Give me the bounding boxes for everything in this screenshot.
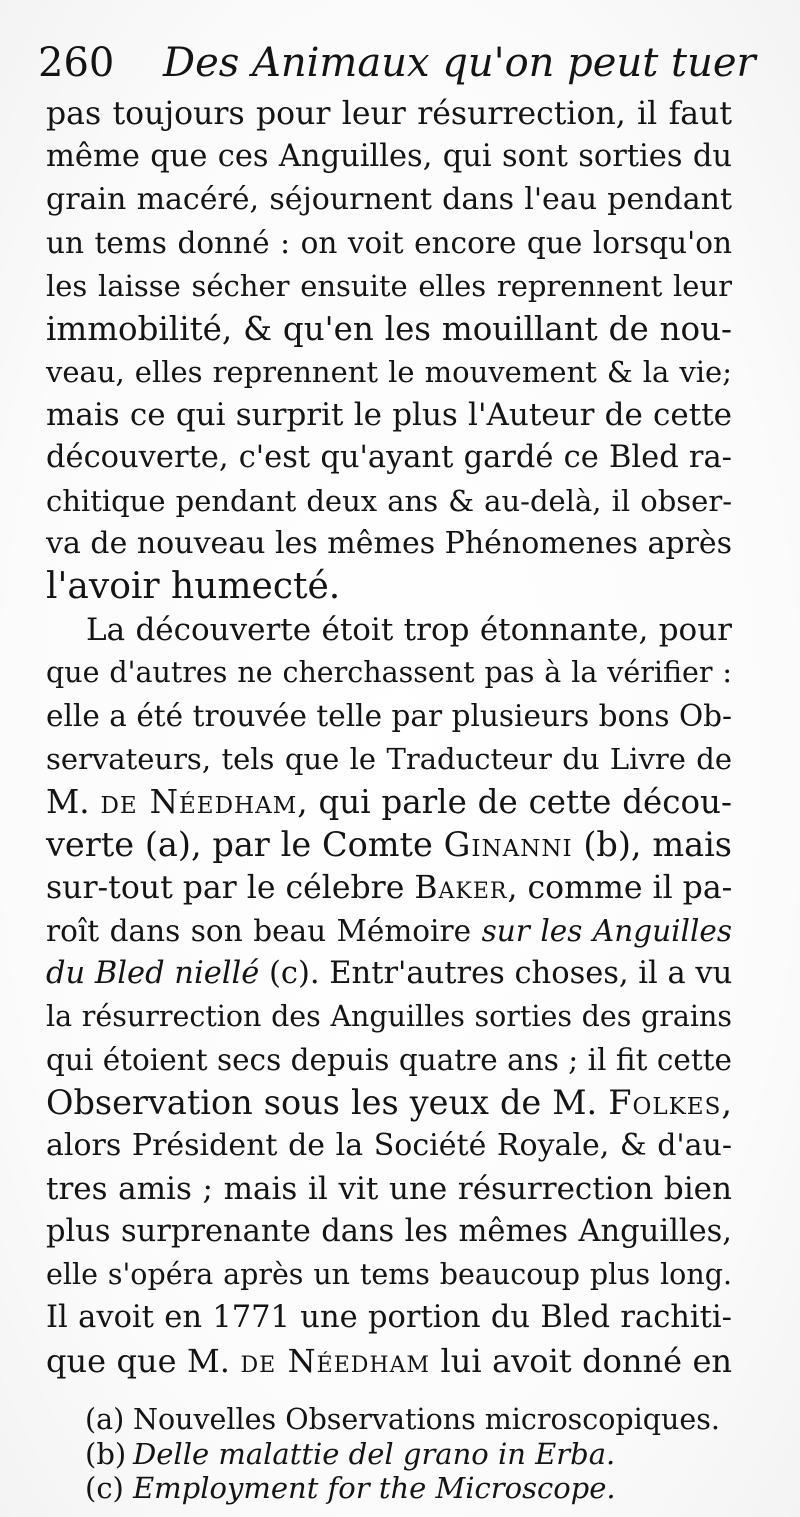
- footnote-mark: (a): [85, 1403, 125, 1436]
- body-line: servateurs, tels que le Traducteur du Livre de: [46, 742, 732, 776]
- body-line: [46, 780, 732, 824]
- body-line: immobilité, & qu'en les mouillant de nou-: [46, 310, 732, 348]
- text-run: M.: [46, 783, 90, 821]
- body-line: [46, 1081, 732, 1125]
- italic-title: du Bled niellé: [46, 956, 260, 991]
- italic-title: sur les Anguilles: [481, 914, 732, 948]
- body-line: chitique pendant deux ans & au-delà, il obser-: [46, 484, 732, 518]
- body-line: alors Président de la Société Royale, & d'au-: [46, 1128, 732, 1163]
- proper-name: Baker: [414, 870, 508, 906]
- body-line: mais ce qui surprit le plus l'Auteur de cette: [46, 397, 732, 433]
- body-line: plus surprenante dans les mêmes Anguilles,: [46, 1214, 732, 1249]
- text-run: Observation sous les yeux de M.: [46, 1083, 598, 1122]
- text-run: verte (a), par le Comte: [46, 825, 433, 864]
- body-line: veau, elles reprennent le mouvement & la vie;: [46, 355, 732, 389]
- body-line: les laisse sécher ensuite elles reprennent leur: [46, 269, 732, 303]
- text-run: , qui parle de cette décou-: [297, 783, 732, 821]
- text-run: roît dans son beau Mémoire: [46, 914, 472, 948]
- proper-name: Ginanni: [443, 825, 573, 864]
- body-line: La découverte étoit trop étonnante, pour: [86, 612, 732, 648]
- body-line: un tems donné : on voit encore que lorsqu'on: [46, 226, 732, 260]
- running-head: Des Animaux qu'on peut tuer: [163, 40, 756, 86]
- text-run: , comme il pa-: [507, 870, 733, 906]
- text-run: ,: [721, 1083, 732, 1122]
- footnote: [85, 1436, 725, 1472]
- proper-name: Folkes: [608, 1083, 722, 1122]
- body-line: [46, 909, 732, 953]
- proper-name: de Néedham: [100, 783, 298, 821]
- page-header: [38, 38, 778, 88]
- footnote-mark: (c): [85, 1471, 124, 1505]
- body-line: découverte, c'est qu'ayant gardé ce Bled ra-: [46, 440, 732, 475]
- body-line: que d'autres ne cherchassent pas à la vérifier :: [46, 656, 732, 689]
- footnote-text: Employment for the Microscope.: [133, 1471, 616, 1505]
- body-line: l'avoir humecté.: [46, 566, 341, 607]
- body-line: grain macéré, séjournent dans l'eau pendant: [46, 182, 732, 217]
- proper-name: de Néedham: [240, 1342, 431, 1380]
- body-line: [46, 1339, 732, 1383]
- text-run: sur-tout par le célebre: [46, 870, 405, 906]
- body-line: elle s'opéra après un tems beaucoup plus long.: [46, 1258, 732, 1291]
- footnote-text: Delle malattie del grano in Erba.: [133, 1437, 616, 1471]
- body-line: même que ces Anguilles, qui sont sorties du: [46, 139, 732, 174]
- text-run: (b), mais: [583, 825, 732, 864]
- text-run: (c). Entr'autres choses, il a vu: [269, 956, 733, 991]
- body-line: Il avoit en 1771 une portion du Bled rachiti-: [46, 1300, 732, 1335]
- footnote-text: Nouvelles Observations microscopiques.: [133, 1403, 720, 1436]
- body-line: tres amis ; mais il vit une résurrection bien: [46, 1171, 732, 1207]
- body-line: pas toujours pour leur résurrection, il faut: [46, 96, 732, 132]
- body-line: [46, 866, 732, 910]
- body-line: [46, 952, 732, 996]
- footnote-mark: (b): [85, 1437, 127, 1471]
- footnote: [85, 1402, 725, 1438]
- body-line: la résurrection des Anguilles sorties des grains: [46, 1000, 732, 1033]
- body-line: va de nouveau les mêmes Phénomenes après: [46, 526, 733, 561]
- body-line: elle a été trouvée telle par plusieurs bons Ob-: [46, 699, 732, 733]
- body-line: [46, 823, 732, 867]
- body-line: qui étoient secs depuis quatre ans ; il fit cette: [46, 1043, 732, 1077]
- footnote: [85, 1470, 725, 1506]
- text-run: lui avoit donné en: [440, 1342, 733, 1380]
- page-number: 260: [38, 40, 115, 86]
- text-run: que que M.: [46, 1342, 230, 1380]
